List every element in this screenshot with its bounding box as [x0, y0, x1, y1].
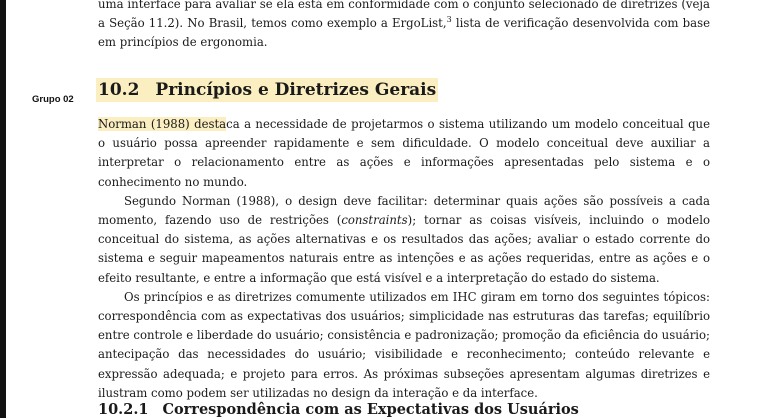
highlighted-text[interactable]: Norman (1988) desta: [98, 117, 227, 131]
left-border-bar: [0, 0, 6, 418]
intro-paragraph: [98, 0, 710, 53]
intro-line-2-end: lista de verificação desenvolvida com base em: [98, 16, 710, 50]
section-title: Princípios e Diretrizes Gerais: [155, 80, 437, 100]
paragraph-2: [98, 192, 710, 288]
section-body: [98, 115, 710, 403]
paragraph-2-emphasis: constraints: [341, 213, 408, 228]
intro-line-1: uma interface para avaliar se ela está em conformidade com o conjunto selecionado de diretrizes (veja a: [98, 0, 710, 31]
paragraph-3: Os princípios e as diretrizes comumente utilizados em IHC giram em torno dos seguintes tópicos: correspondência com as expectativas dos usuários; simplicidade nas estruturas das tarefas; equilíbrio entre controle e liberdade do usuário; consistência e padronização; promoção da eficiência do usuário; antecipação das necessidades do usuário; visibilidade e reconhecimento; conteúdo relevante e expressão adequada; e projeto para erros. As próximas subseções apresentam algumas diretrizes e ilustram como podem ser utilizadas no design da interação e da interface.: [98, 289, 710, 400]
intro-line-2-start: Seção 11.2). No Brasil, temos como exemplo a ErgoList,: [109, 16, 447, 31]
footnote-marker[interactable]: 3: [446, 15, 452, 25]
paragraph-1: [98, 115, 710, 192]
paragraph-2-text-end: ); tornar as coisas visíveis, incluindo o modelo conceitual do sistema, as ações alternativas e os resultados das ações; avaliar o estado corrente do sistema e seguir mapeamentos naturais entre as intenções e as ações requeridas, entre as ações e o efeito resultante, e entre a informação que está visível e a interpretação do estado do sistema.: [98, 213, 710, 285]
paragraph-1-text: ca a necessidade de projetarmos o sistema utilizando um modelo conceitual que o usuário possa apreender rapidamente e sem dificuldade. O modelo conceitual deve auxiliar a interpretar o relacionamento entre as ações e informações apresentadas pelo sistema e o conhecimento no mundo.: [98, 117, 710, 189]
subsection-number: 10.2.1: [98, 401, 149, 418]
section-heading: [96, 78, 438, 102]
margin-annotation: Grupo 02: [32, 94, 74, 105]
subsection-heading: [98, 400, 579, 420]
intro-line-3: princípios de ergonomia.: [119, 35, 268, 50]
subsection-title: Correspondência com as Expectativas dos Usuários: [162, 401, 579, 418]
paragraph-2-text-start: Segundo Norman (1988), o design deve facilitar: determinar quais ações são possíveis a cada momento, fazendo uso de restrições (: [98, 193, 710, 228]
section-number: 10.2: [98, 80, 140, 100]
